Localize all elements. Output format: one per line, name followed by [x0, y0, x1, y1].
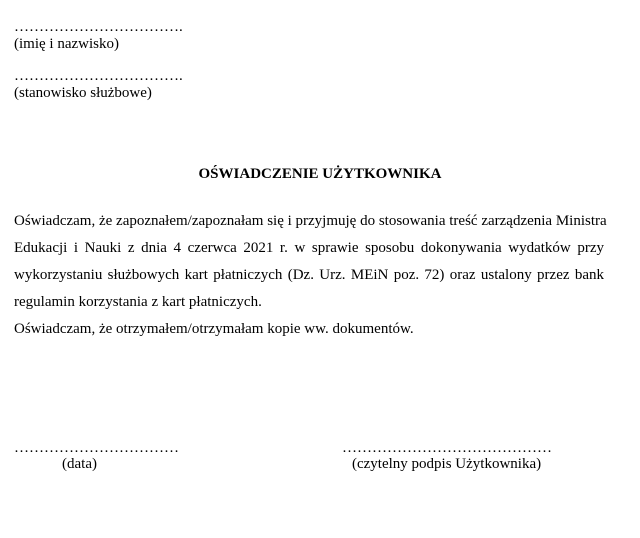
- name-label: (imię i nazwisko): [14, 36, 119, 52]
- signature-dotted-line: ……………………………………: [342, 440, 552, 456]
- statement-line-3: wykorzystaniu służbowych kart płatniczych (Dz. Urz. MEiN poz. 72) oraz ustalony przez bank: [14, 267, 604, 283]
- statement-line-2: Edukacji i Nauki z dnia 4 czerwca 2021 r. w sprawie sposobu dokonywania wydatków przy: [14, 240, 604, 256]
- date-dotted-line: ……………………………: [14, 440, 179, 456]
- name-dotted-line: …………………………….: [14, 19, 183, 35]
- signature-label: (czytelny podpis Użytkownika): [352, 456, 542, 472]
- statement-line-5: Oświadczam, że otrzymałem/otrzymałam kopie ww. dokumentów.: [14, 321, 414, 337]
- date-label: (data): [62, 456, 97, 472]
- statement-line-1: Oświadczam, że zapoznałem/zapoznałam się i przyjmuję do stosowania treść zarządzenia Ministra: [14, 213, 607, 229]
- position-label: (stanowisko służbowe): [14, 85, 152, 101]
- statement-paragraph: [14, 208, 607, 343]
- statement-line-4: regulamin korzystania z kart płatniczych.: [14, 294, 262, 310]
- position-dotted-line: …………………………….: [14, 68, 183, 84]
- document-title: OŚWIADCZENIE UŻYTKOWNIKA: [198, 166, 442, 182]
